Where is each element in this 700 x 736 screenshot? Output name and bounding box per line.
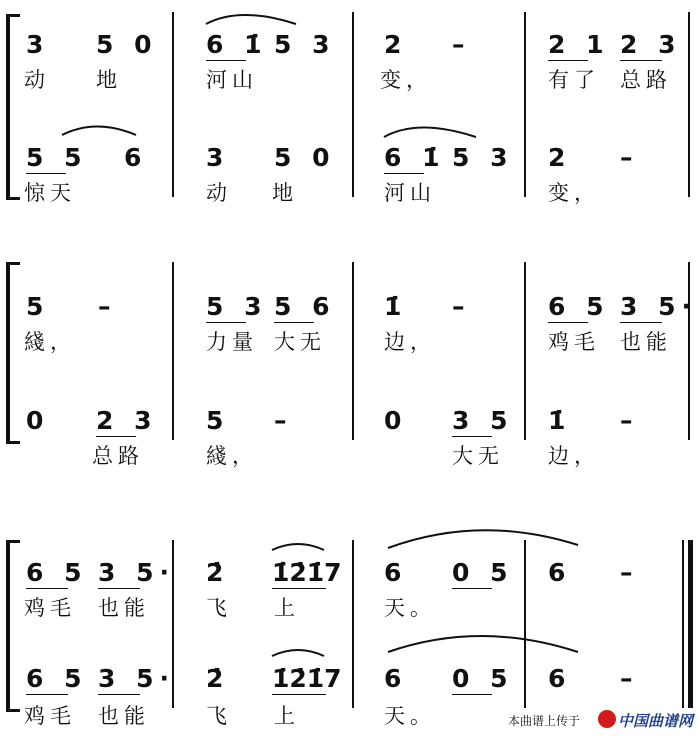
note-group: 0 bbox=[26, 406, 50, 435]
underline-beat bbox=[26, 694, 68, 695]
underline-beat bbox=[272, 694, 326, 695]
note-group: 5 bbox=[206, 406, 230, 435]
note-group: 3 5· bbox=[98, 558, 175, 587]
underline-beat bbox=[98, 588, 140, 589]
note-group: – bbox=[274, 406, 293, 435]
note-group: 6 5 bbox=[26, 664, 88, 693]
lyric: 总路 bbox=[92, 444, 144, 468]
lyric: 綫， bbox=[24, 330, 76, 354]
note-group: – bbox=[620, 143, 639, 172]
lyric: 动 bbox=[206, 181, 232, 205]
lyric: 动 bbox=[24, 68, 50, 92]
lyric: 惊天 bbox=[24, 181, 76, 205]
underline-beat bbox=[98, 694, 140, 695]
note-group: 0 bbox=[384, 406, 408, 435]
note-group: 1̇ bbox=[384, 292, 408, 321]
note-group: 5 3 bbox=[206, 292, 268, 321]
slur-arc bbox=[272, 650, 324, 656]
underline-beat bbox=[452, 588, 492, 589]
underline-beat bbox=[452, 694, 492, 695]
lyric: 边， bbox=[548, 444, 600, 468]
note-group: 5 0 bbox=[274, 143, 336, 172]
lyric: 河山 bbox=[206, 68, 258, 92]
note-group: 6 1̇ bbox=[384, 143, 446, 172]
upload-note: 本曲谱上传于 bbox=[508, 714, 581, 728]
note-group: – bbox=[620, 406, 639, 435]
note-group: 2̇ bbox=[206, 558, 230, 587]
lyric: 总路 bbox=[620, 68, 672, 92]
lyric: 河山 bbox=[384, 181, 436, 205]
note-group: 3 bbox=[26, 30, 50, 59]
lyric: 天。 bbox=[384, 596, 436, 620]
note-group: 6 bbox=[384, 558, 408, 587]
lyric: 綫， bbox=[206, 444, 258, 468]
note-group: 6 5 bbox=[26, 558, 88, 587]
slur-arc bbox=[206, 15, 296, 24]
lyric: 天。 bbox=[384, 704, 436, 728]
lyric: 地 bbox=[96, 68, 122, 92]
note-group: 5 5 bbox=[26, 143, 88, 172]
note-group: 3 5 bbox=[452, 406, 514, 435]
note-group: – bbox=[620, 664, 639, 693]
note-group: – bbox=[620, 558, 639, 587]
logo-icon bbox=[598, 710, 616, 728]
lyric: 边， bbox=[384, 330, 436, 354]
note-group: 5 6 bbox=[274, 292, 336, 321]
slur-arc bbox=[384, 128, 476, 138]
slur-arc bbox=[388, 530, 578, 548]
note-group: 1̇2̇1̇7 bbox=[272, 558, 342, 587]
lyric: 变， bbox=[380, 68, 432, 92]
note-group: 2 3 bbox=[96, 406, 158, 435]
slur-arc bbox=[62, 127, 136, 136]
note-group: 0 5 bbox=[452, 664, 514, 693]
note-group: – bbox=[452, 30, 471, 59]
note-group: 6 bbox=[548, 558, 572, 587]
note-group: 6 bbox=[548, 664, 572, 693]
note-group: 2 bbox=[548, 143, 572, 172]
note-group: 1̇2̇1̇7 bbox=[272, 664, 342, 693]
lyric: 鸡毛 bbox=[24, 704, 76, 728]
note-group: 5 0 bbox=[96, 30, 158, 59]
slur-arc bbox=[388, 636, 578, 652]
underline-beat bbox=[26, 588, 68, 589]
note-group: 0 5 bbox=[452, 558, 514, 587]
note-group: 5 3 bbox=[274, 30, 336, 59]
note-group: 6 5 bbox=[548, 292, 610, 321]
note-group: 3 5· bbox=[98, 664, 175, 693]
note-group: 2 3 bbox=[620, 30, 682, 59]
lyric: 飞 bbox=[206, 704, 232, 728]
note-group: 5 3 bbox=[452, 143, 514, 172]
lyric: 力量 bbox=[206, 330, 258, 354]
note-group: – bbox=[452, 292, 471, 321]
note-group: 2̇ bbox=[206, 664, 230, 693]
lyric: 变， bbox=[548, 181, 600, 205]
lyric: 也能 bbox=[98, 596, 150, 620]
lyric: 大无 bbox=[452, 444, 504, 468]
note-group: 6 1̇ bbox=[206, 30, 268, 59]
note-group: 5 bbox=[26, 292, 50, 321]
lyric: 也能 bbox=[620, 330, 672, 354]
note-group: 6 bbox=[384, 664, 408, 693]
note-group: 3 bbox=[206, 143, 230, 172]
note-group: 6 bbox=[124, 143, 148, 172]
lyric: 鸡毛 bbox=[24, 596, 76, 620]
lyric: 上 bbox=[274, 596, 300, 620]
lyric: 有了 bbox=[548, 68, 600, 92]
lyric: 上 bbox=[274, 704, 300, 728]
note-group: 1̇ bbox=[548, 406, 572, 435]
lyric: 也能 bbox=[98, 704, 150, 728]
site-logo[interactable] bbox=[598, 708, 698, 730]
note-group: 3 5· bbox=[620, 292, 697, 321]
note-group: 2 1 bbox=[548, 30, 610, 59]
lyric: 鸡毛 bbox=[548, 330, 600, 354]
underline-beat bbox=[272, 588, 326, 589]
lyric: 地 bbox=[272, 181, 298, 205]
logo-text: 中国曲谱网 bbox=[618, 712, 694, 730]
lyric: 飞 bbox=[206, 596, 232, 620]
note-group: 2 bbox=[384, 30, 408, 59]
slur-arc bbox=[272, 544, 324, 550]
note-group: – bbox=[98, 292, 117, 321]
lyric: 大无 bbox=[274, 330, 326, 354]
